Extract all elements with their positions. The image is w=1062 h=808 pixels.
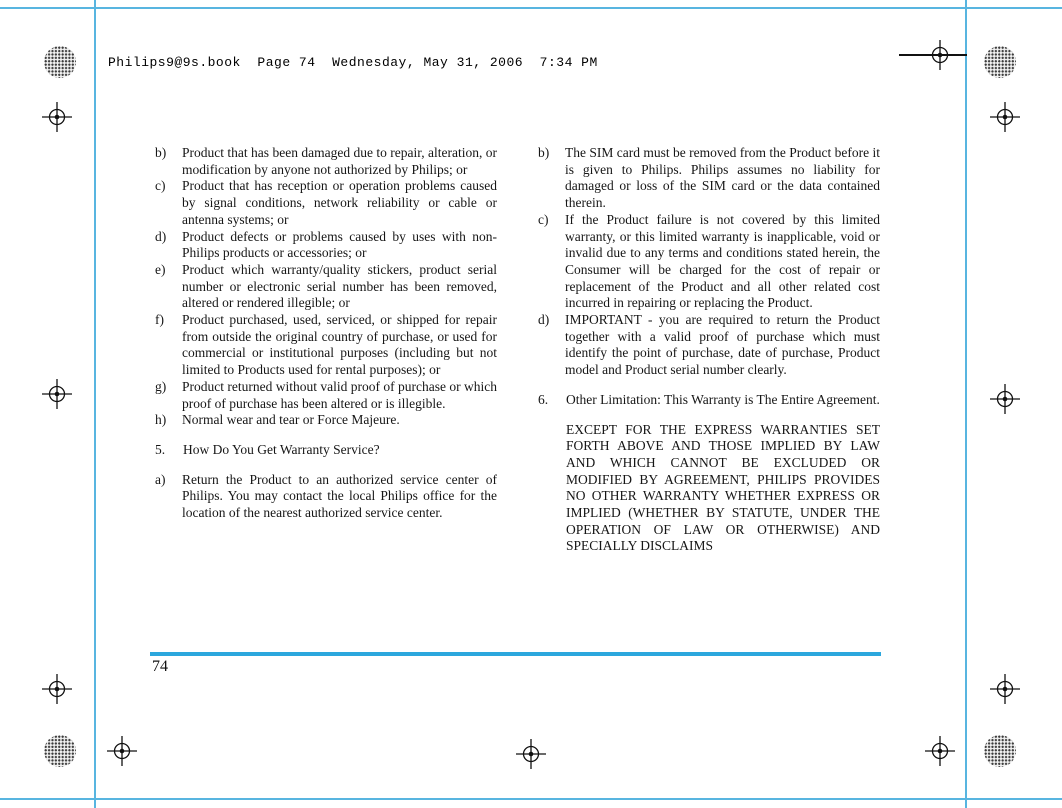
left-text-column [155, 145, 497, 522]
list-item-text: Normal wear and tear or Force Majeure. [182, 412, 400, 428]
list-item [155, 379, 497, 412]
halftone-dot-icon [44, 46, 76, 78]
list-item-label: a) [155, 471, 166, 487]
list-item-label: c) [155, 178, 166, 194]
list-item-label: h) [155, 412, 167, 428]
registration-mark-icon [990, 384, 1020, 414]
list-item-text: Product returned without valid proof of purchase or which proof of purchase has been altered or is illegible. [182, 378, 497, 411]
halftone-dot-icon [984, 735, 1016, 767]
document-header-line: Philips9@9s.book Page 74 Wednesday, May 31, 2006 7:34 PM [108, 55, 598, 70]
list-item [538, 212, 880, 312]
list-item-text: IMPORTANT - you are required to return the Product together with a valid proof of purchase which must identify the point of purchase, date of purchase, Product model and Product serial number clearly. [565, 312, 880, 378]
list-item-label: d) [538, 312, 550, 328]
registration-mark-icon [990, 674, 1020, 704]
list-item-text: Return the Product to an authorized service center of Philips. You may contact the local Philips office for the location of the nearest authorized service center. [182, 471, 497, 521]
list-item-text: Product that has been damaged due to repair, alteration, or modification by anyone not authorized by Philips; or [182, 145, 497, 177]
right-text-column [538, 145, 880, 555]
trim-guide-left [94, 0, 96, 808]
list-item-label: b) [538, 145, 550, 160]
list-item [155, 145, 497, 178]
trim-guide-right [965, 0, 967, 808]
section-title: How Do You Get Warranty Service? [183, 441, 380, 457]
trim-guide-top [0, 7, 1062, 9]
registration-mark-icon [42, 379, 72, 409]
list-item-label: d) [155, 228, 167, 244]
list-item [155, 178, 497, 228]
list-item-label: g) [155, 378, 167, 394]
registration-mark-icon [925, 736, 955, 766]
trim-guide-bottom [0, 798, 1062, 800]
list-item-label: e) [155, 261, 166, 277]
registration-mark-icon [990, 102, 1020, 132]
list-item [538, 312, 880, 379]
footer-rule [150, 652, 881, 656]
section-title: Other Limitation: This Warranty is The Entire Agreement. [566, 391, 880, 407]
list-item-text: If the Product failure is not covered by this limited warranty, or this limited warranty is inapplicable, void or invalid due to any terms and conditions stated herein, the Consumer will be charged for the cost of repair or replacement of the Product and all other related cost incurred in repairing or replacing the Product. [565, 211, 880, 311]
registration-mark-icon [42, 674, 72, 704]
list-item [155, 262, 497, 312]
section-number: 6. [538, 391, 549, 407]
list-item-text: Product defects or problems caused by uses with non-Philips products or accessories; or [182, 228, 497, 261]
section-number: 5. [155, 441, 166, 457]
list-item-text: Product that has reception or operation problems caused by signal conditions, network reliability or cable or antenna systems; or [182, 178, 497, 227]
list-item [155, 312, 497, 379]
disclaimer-paragraph: EXCEPT FOR THE EXPRESS WARRANTIES SET FORTH ABOVE AND THOSE IMPLIED BY LAW AND WHICH CANNOT BE EXCLUDED OR MODIFIED BY AGREEMENT, PHILIPS PROVIDES NO OTHER WARRANTY WHETHER EXPRESS OR IMPLIED (WHETHER BY STATUTE, UNDER THE OPERATION OF LAW OR OTHERWISE) AND SPECIALLY DISCLAIMS [566, 421, 880, 554]
section-heading-5 [155, 442, 497, 459]
list-item-text: Product which warranty/quality stickers, product serial number or electronic serial number has been removed, altered or rendered illegible; or [182, 261, 497, 311]
halftone-dot-icon [984, 46, 1016, 78]
section-heading-6 [538, 392, 880, 409]
list-item [155, 229, 497, 262]
list-item-label: c) [538, 211, 549, 227]
list-item [155, 472, 497, 522]
list-item-label: f) [155, 312, 164, 328]
halftone-dot-icon [44, 735, 76, 767]
registration-mark-icon [42, 102, 72, 132]
list-item [538, 145, 880, 212]
registration-mark-icon [107, 736, 137, 766]
registration-mark-icon [925, 40, 955, 70]
list-item-label: b) [155, 145, 167, 160]
page-number: 74 [152, 658, 168, 675]
registration-mark-icon [516, 739, 546, 769]
list-item-text: The SIM card must be removed from the Product before it is given to Philips. Philips assumes no liability for damaged or loss of the SIM card or the data contained therein. [565, 145, 880, 211]
list-item-text: Product purchased, used, serviced, or shipped for repair from outside the original country of purchase, or used for commercial or institutional purposes (including but not limited to Products used for rental purposes); or [182, 312, 497, 378]
list-item [155, 412, 497, 429]
